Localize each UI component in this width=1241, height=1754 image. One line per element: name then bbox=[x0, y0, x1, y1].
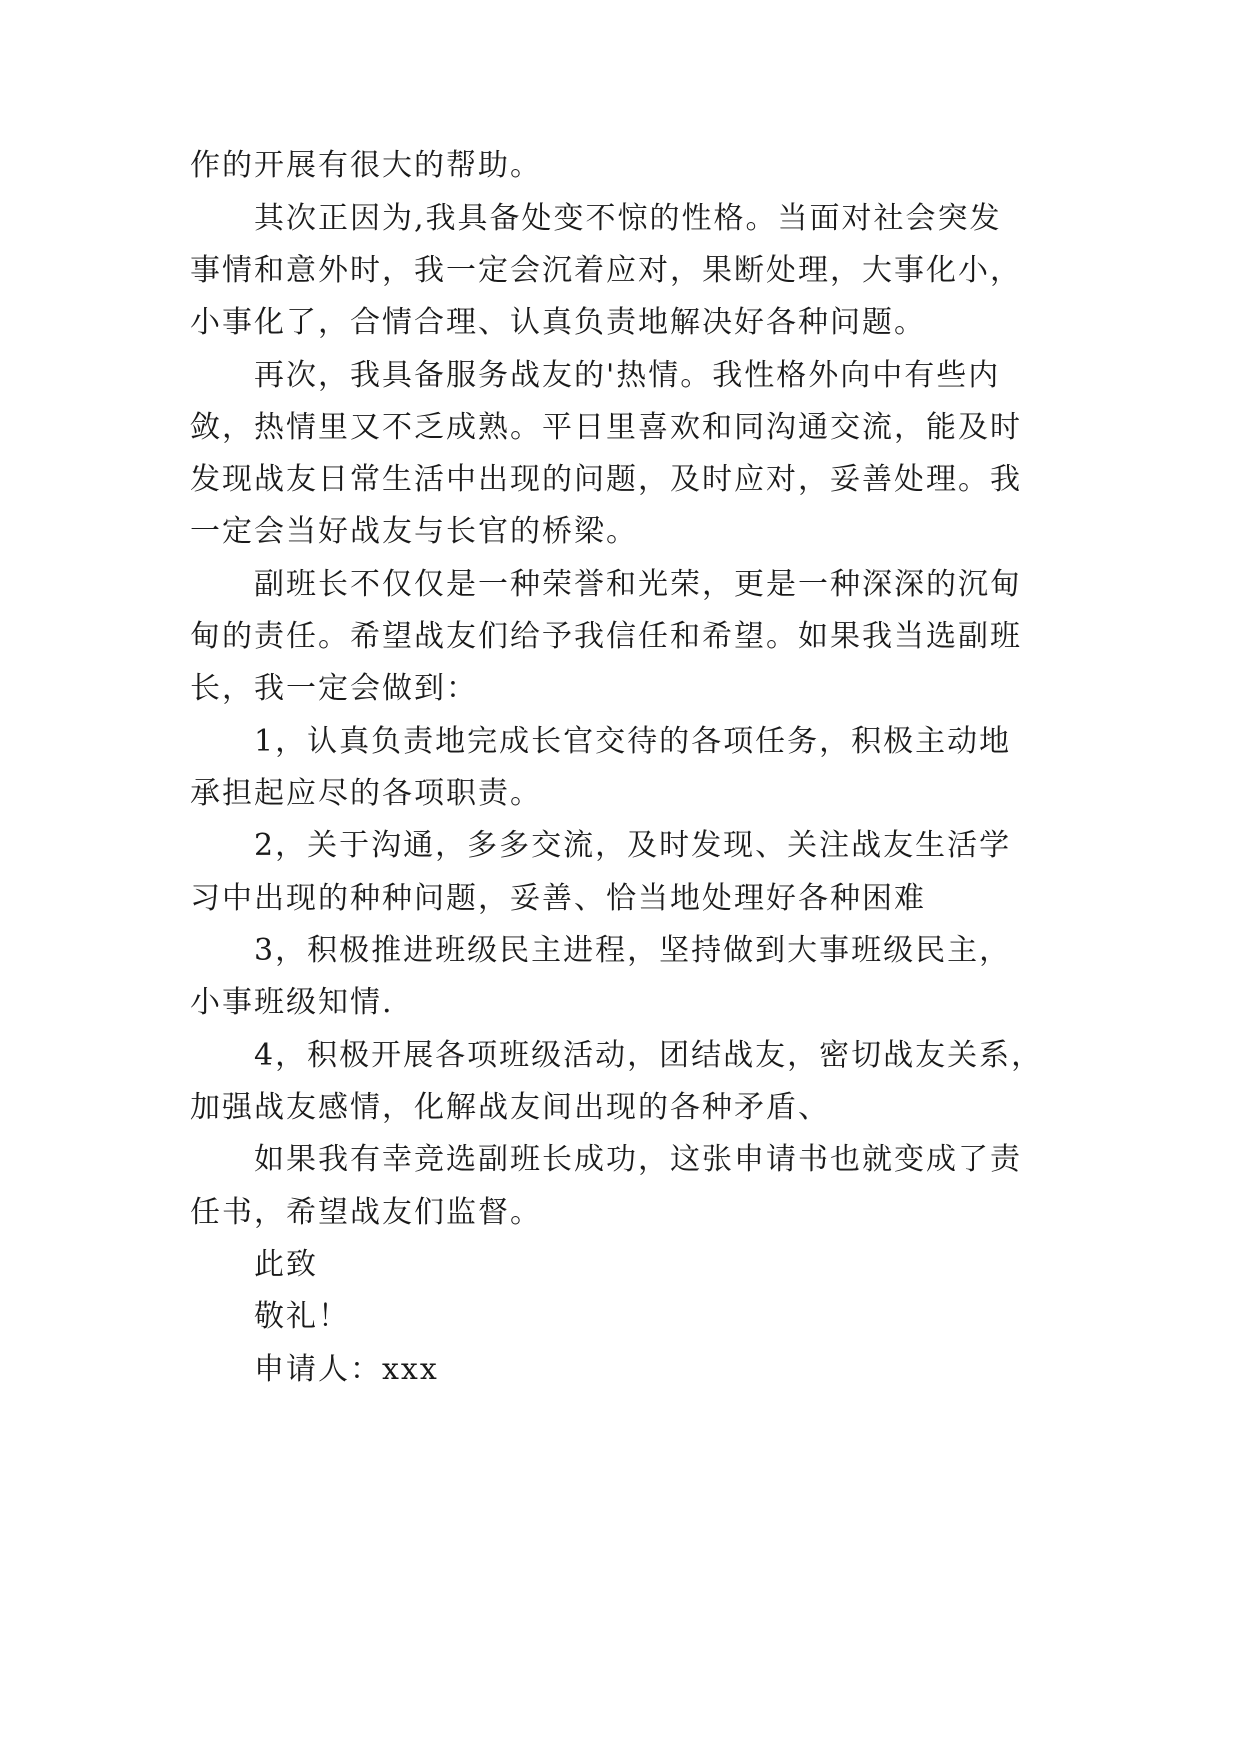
text-line: 习中出现的种种问题，妥善、恰当地处理好各种困难 bbox=[190, 881, 926, 916]
closing-salutation: 此致 bbox=[254, 1247, 318, 1282]
text-line: 发现战友日常生活中出现的问题，及时应对，妥善处理。我 bbox=[190, 462, 1022, 497]
text-line: 一定会当好战友与长官的桥梁。 bbox=[190, 514, 638, 549]
text-line: 2，关于沟通，多多交流，及时发现、关注战友生活学 bbox=[254, 828, 1012, 863]
text-line: 甸的责任。希望战友们给予我信任和希望。如果我当选副班 bbox=[190, 619, 1022, 654]
text-line: 副班长不仅仅是一种荣誉和光荣，更是一种深深的沉甸 bbox=[254, 567, 1022, 602]
text-line: 小事班级知情. bbox=[190, 985, 394, 1020]
text-line: 承担起应尽的各项职责。 bbox=[190, 776, 542, 811]
text-line: 小事化了，合情合理、认真负责地解决好各种问题。 bbox=[190, 305, 926, 340]
applicant-signature: 申请人：xxx bbox=[254, 1352, 439, 1387]
text-line: 4，积极开展各项班级活动，团结战友，密切战友关系， bbox=[254, 1038, 1044, 1073]
text-line: 任书，希望战友们监督。 bbox=[190, 1195, 542, 1230]
text-line: 作的开展有很大的帮助。 bbox=[190, 148, 542, 183]
text-line: 事情和意外时，我一定会沉着应对，果断处理，大事化小， bbox=[190, 253, 1022, 288]
text-line: 敛，热情里又不乏成熟。平日里喜欢和同沟通交流，能及时 bbox=[190, 410, 1022, 445]
text-line: 再次，我具备服务战友的'热情。我性格外向中有些内 bbox=[254, 358, 1001, 393]
text-line: 长，我一定会做到： bbox=[190, 671, 478, 706]
text-line: 3，积极推进班级民主进程，坚持做到大事班级民主， bbox=[254, 933, 1012, 968]
text-line: 加强战友感情，化解战友间出现的各种矛盾、 bbox=[190, 1090, 830, 1125]
closing-regards: 敬礼！ bbox=[254, 1299, 350, 1334]
text-line: 如果我有幸竞选副班长成功，这张申请书也就变成了责 bbox=[254, 1142, 1022, 1177]
text-line: 1，认真负责地完成长官交待的各项任务，积极主动地 bbox=[254, 724, 1012, 759]
text-line: 其次正因为,我具备处变不惊的性格。当面对社会突发 bbox=[254, 201, 1002, 236]
